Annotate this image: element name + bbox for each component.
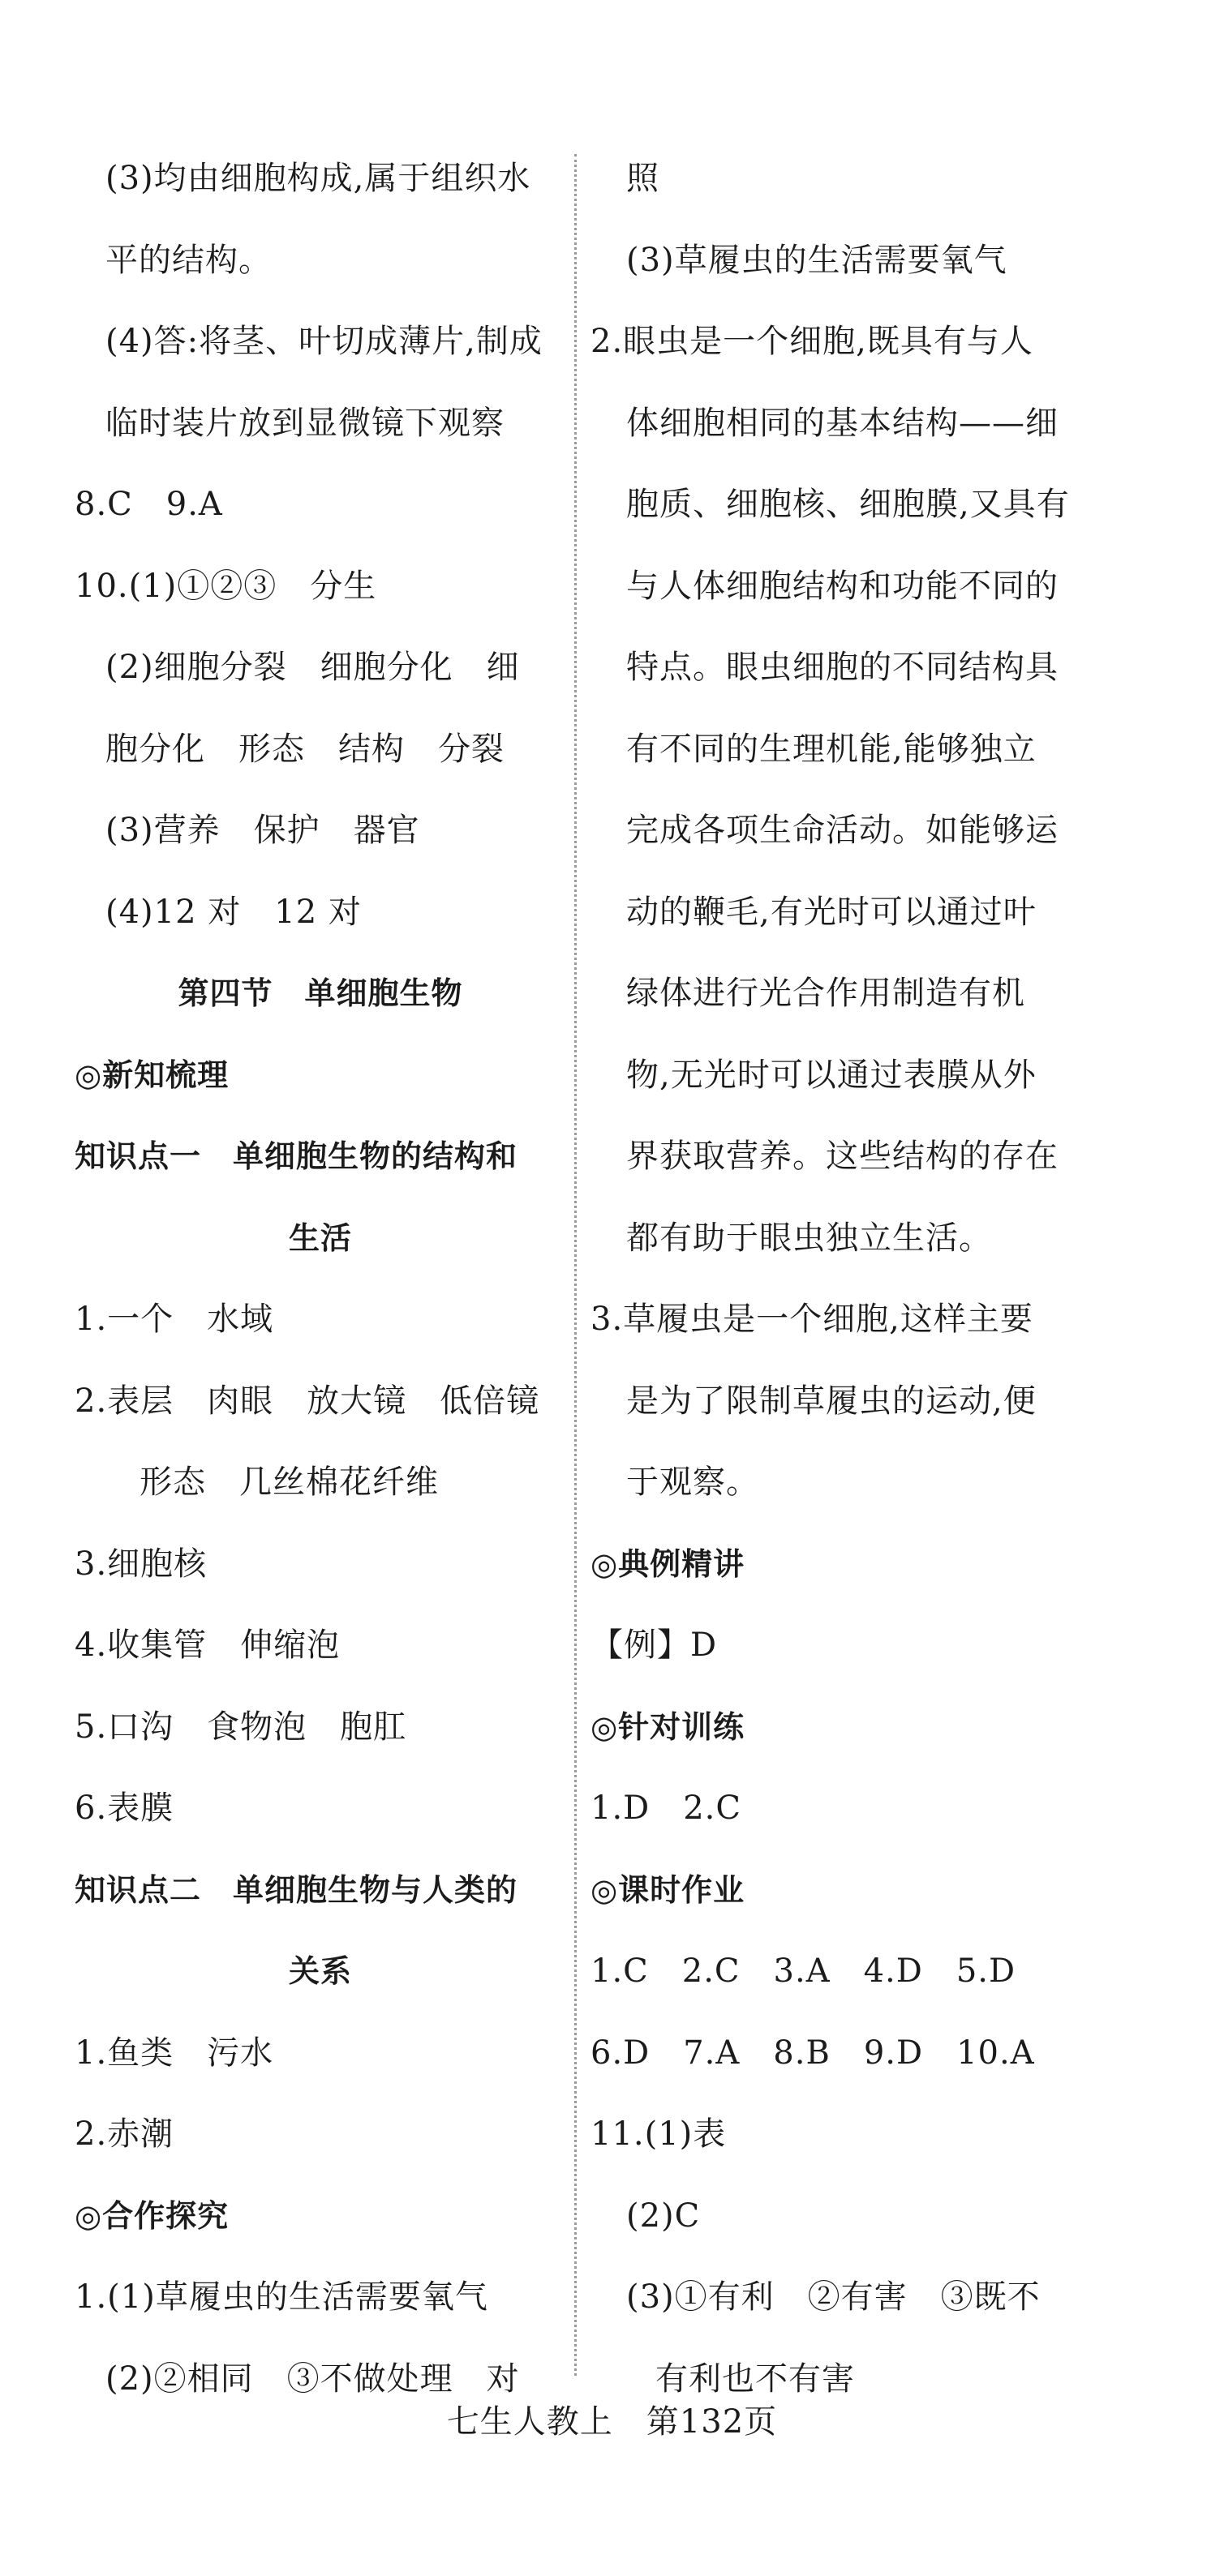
left-column <box>75 138 566 2420</box>
right-text-line: 都有助于眼虫独立生活。 <box>626 1219 992 1257</box>
right-text-line: 1.C 2.C 3.A 4.D 5.D <box>591 1952 1016 1990</box>
left-text-line: 8.C 9.A <box>75 486 223 523</box>
right-text-line: ◎典例精讲 <box>591 1545 745 1582</box>
right-text-line: 物,无光时可以通过表膜从外 <box>626 1056 1037 1094</box>
right-text-line: 胞质、细胞核、细胞膜,又具有 <box>626 486 1070 523</box>
left-text-line: 形态 几丝棉花纤维 <box>140 1464 439 1501</box>
left-text-line: 平的结构。 <box>105 241 272 279</box>
left-text-line: 3.细胞核 <box>75 1545 208 1583</box>
right-text-line: 是为了限制草履虫的运动,便 <box>626 1382 1037 1420</box>
right-text-line: ◎针对训练 <box>591 1708 745 1745</box>
left-text-line: 关系 <box>288 1953 352 1989</box>
left-text-line: 2.赤潮 <box>75 2115 174 2153</box>
left-text-line: 知识点一 单细胞生物的结构和 <box>75 1138 518 1174</box>
right-text-line: 照 <box>626 160 659 197</box>
left-text-line: 1.一个 水域 <box>75 1301 274 1338</box>
right-text-line: 有利也不有害 <box>655 2360 855 2398</box>
right-text-line: 动的鞭毛,有光时可以通过叶 <box>626 893 1037 931</box>
right-text-line: 完成各项生命活动。如能够运 <box>626 812 1059 849</box>
right-text-line: 1.D 2.C <box>591 1789 742 1827</box>
left-text-line: 知识点二 单细胞生物与人类的 <box>75 1871 518 1908</box>
left-text-line: 10.(1)①②③ 分生 <box>75 567 377 605</box>
right-text-line: (3)草履虫的生活需要氧气 <box>626 241 1007 279</box>
left-text-line: (2)细胞分裂 细胞分化 细 <box>105 649 520 686</box>
left-text-line: ◎新知梳理 <box>75 1057 230 1093</box>
right-text-line: 11.(1)表 <box>591 2115 727 2153</box>
right-column <box>591 138 1093 2420</box>
left-text-line: 4.收集管 伸缩泡 <box>75 1627 341 1664</box>
left-text-line: (4)12 对 12 对 <box>105 893 362 931</box>
left-text-line: 1.(1)草履虫的生活需要氧气 <box>75 2278 488 2316</box>
left-text-line: 5.口沟 食物泡 胞肛 <box>75 1708 407 1746</box>
left-text-line: 第四节 单细胞生物 <box>178 975 463 1011</box>
right-text-line: 6.D 7.A 8.B 9.D 10.A <box>591 2034 1035 2072</box>
left-text-line: 1.鱼类 污水 <box>75 2034 274 2072</box>
left-text-line: 生活 <box>288 1219 352 1256</box>
right-text-line: (2)C <box>626 2197 701 2235</box>
left-text-line: 2.表层 肉眼 放大镜 低倍镜 <box>75 1382 540 1420</box>
column-divider <box>574 154 577 2376</box>
right-text-line: 于观察。 <box>626 1464 759 1501</box>
right-text-line: 特点。眼虫细胞的不同结构具 <box>626 649 1059 686</box>
right-text-line: (3)①有利 ②有害 ③既不 <box>626 2278 1041 2316</box>
page-footer: 七生人教上 第132页 <box>446 2403 778 2441</box>
right-text-line: 体细胞相同的基本结构——细 <box>626 404 1059 442</box>
right-text-line: 3.草履虫是一个细胞,这样主要 <box>591 1301 1033 1338</box>
right-text-line: 2.眼虫是一个细胞,既具有与人 <box>591 323 1033 360</box>
left-text-line: (3)营养 保护 器官 <box>105 812 420 849</box>
right-text-line: 与人体细胞结构和功能不同的 <box>626 567 1059 605</box>
left-text-line: ◎合作探究 <box>75 2197 230 2234</box>
left-text-line: 临时装片放到显微镜下观察 <box>105 404 505 442</box>
right-text-line: 界获取营养。这些结构的存在 <box>626 1138 1059 1175</box>
left-text-line: 胞分化 形态 结构 分裂 <box>105 730 505 768</box>
left-text-line: (2)②相同 ③不做处理 对 <box>105 2360 520 2398</box>
right-text-line: ◎课时作业 <box>591 1871 745 1908</box>
left-text-line: 6.表膜 <box>75 1789 174 1827</box>
right-text-line: 有不同的生理机能,能够独立 <box>626 730 1037 768</box>
right-text-line: 绿体进行光合作用制造有机 <box>626 975 1025 1012</box>
right-text-line: 【例】D <box>591 1627 718 1664</box>
left-text-line: (3)均由细胞构成,属于组织水 <box>105 160 531 197</box>
left-text-line: (4)答:将茎、叶切成薄片,制成 <box>105 323 543 360</box>
